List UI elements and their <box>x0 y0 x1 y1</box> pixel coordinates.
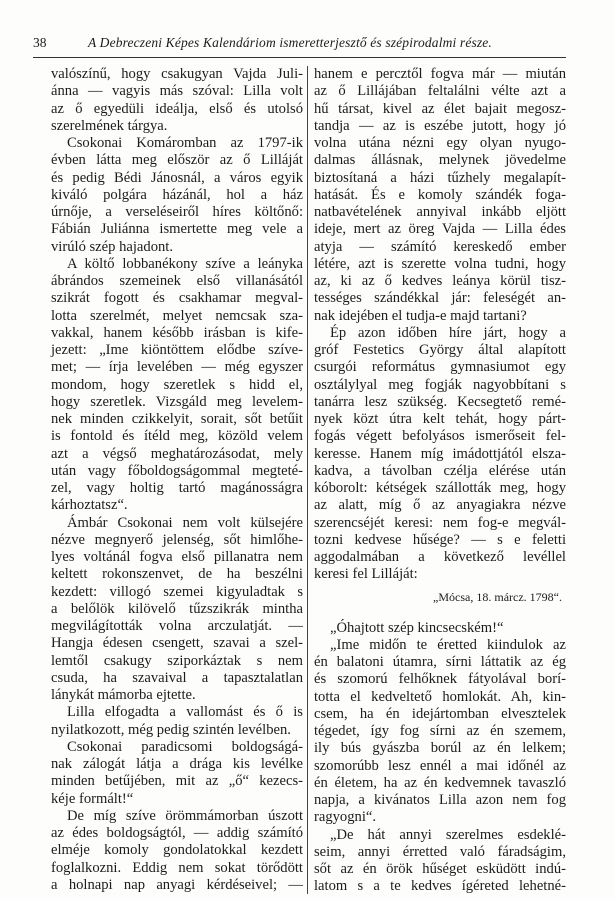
text-line: minden betűjében, mit az „ő“ kezecs- <box>51 773 303 790</box>
text-line: ábrándos szemeinek első villanásától <box>51 273 303 289</box>
text-line: Fábián Juliánna ismertette meg vele a <box>51 221 303 238</box>
text-line: „Óhajtott szép kincsecském!“ <box>330 619 504 636</box>
text-line: csurgói református gymnasiumot egy <box>314 359 566 376</box>
spacer <box>314 610 566 620</box>
text-line: elméje komoly gondolatokkal kezdett <box>51 842 303 859</box>
page-number: 38 <box>33 35 47 50</box>
text-line: vakkal, hanem később irásban is kife- <box>51 324 303 341</box>
paragraph <box>314 325 566 584</box>
text-line: tozni kedvese hűsége? — s e feletti <box>314 531 566 548</box>
text-line: úrnője, a verseléseiről híres költőnő: <box>51 204 303 220</box>
text-line: létére, azt is szerette volna tudni, hogy <box>314 255 566 272</box>
paragraph <box>51 66 303 135</box>
text-line: szikrát fogott és csakhamar megval- <box>51 290 303 307</box>
header-rule <box>33 57 566 58</box>
text-line: az ő Lillájában feltalálni vélte azt a <box>314 83 566 100</box>
text-line: keresi fel Lilláját: <box>314 566 418 583</box>
text-line: hatását. És e komoly szándék foga- <box>314 186 566 203</box>
letter-salutation <box>314 620 566 637</box>
text-line: „Mócsa, 18. márcz. 1798“. <box>433 589 562 604</box>
text-line: dalmas állásnak, melynek jövedelme <box>314 152 566 169</box>
text-line: kárhoztatsz“. <box>51 497 128 514</box>
text-line: is fontold és ítéld meg, közöld velem <box>51 428 303 445</box>
text-line: az, ki az ő kedves leánya körül tisz- <box>314 273 566 289</box>
text-line: Csokonai Komáromban az 1797-ik <box>67 135 303 151</box>
paragraph <box>314 637 566 827</box>
text-line: biztosítaná a házi tűzhely megalapít- <box>314 169 566 186</box>
text-line: és pedig Bédi Jánosnál, a város egyik <box>51 169 303 186</box>
paragraph <box>51 704 303 739</box>
text-line: az édes boldogságtól, — addig számító <box>51 825 303 841</box>
text-line: ideje, mert az öreg Vajda — Lilla édes <box>314 221 566 238</box>
text-line: ragyogni“. <box>314 809 377 826</box>
text-line: sőt az én örök hűséget esküdött indú- <box>314 861 566 877</box>
text-line: seim, annyi érretted való fáradságim, <box>314 843 566 860</box>
text-line: kezdett: villogó szemei kigyuladtak s <box>51 583 303 600</box>
text-line: csem, ha én idejártomban elvesztelek <box>314 705 566 722</box>
text-line: ily bús gyászba borúl az én lelkem; <box>314 740 566 757</box>
text-line: lánykát mámorba ejtette. <box>51 687 196 703</box>
column-divider <box>307 66 308 894</box>
text-line: évben látta meg először az ő Lilláját <box>51 152 303 169</box>
text-line: nak zálogát látja a drága kis levélke <box>51 756 303 772</box>
text-line: lyes voltánál fogva első pillanatra nem <box>51 549 303 565</box>
text-line: latom s a te kedves ígéreted lehetné- <box>314 878 566 895</box>
text-line: tandja — az is eszébe jutott, hogy jó <box>314 117 566 134</box>
text-line: Ámbár Csokonai nem volt külsejére <box>67 514 303 531</box>
text-line: aggodalmában a következő levéllel <box>314 549 566 565</box>
paragraph <box>314 827 566 896</box>
letter-dateline <box>314 584 566 610</box>
text-line: lotta szerelmét, melyet nemcsak sza- <box>51 307 303 324</box>
text-line: után vagy főboldogságommal megteté- <box>51 462 303 479</box>
text-line: virúló szép hajadont. <box>51 238 173 255</box>
text-line: atyja — számító kereskedő ember <box>314 238 566 255</box>
text-line: volna utána nézni egy olyan nyugo- <box>314 135 566 151</box>
text-line: Ép azon időben híre járt, hogy a <box>330 324 566 341</box>
left-column <box>51 66 303 894</box>
paragraph <box>51 739 303 808</box>
text-line: gróf Festetics György által alapított <box>314 342 566 358</box>
text-line: nézve megnyerő jelenség, sőt himlőhe- <box>51 531 303 548</box>
text-line: lemtől csakugy sziporkáztak s nem <box>51 652 303 669</box>
text-line: csuda, ha szavaival a tapasztalatlan <box>51 669 303 686</box>
text-line: hogy szeretlek. Vizsgáld meg levelem- <box>51 393 303 410</box>
text-line: met; — írja levelében — még egyszer <box>51 359 303 376</box>
text-line: hű társat, kivel az élet bajait megosz- <box>314 100 566 117</box>
text-line: natbavételének annyival inkább eljött <box>314 204 566 220</box>
text-line: nek minden czikkelyit, sorait, sőt betűit <box>51 411 303 427</box>
text-line: nyek közt útra kelt tehát, hogy párt- <box>314 411 566 427</box>
paragraph <box>51 515 303 705</box>
text-line: osztálylyal meg fogják nagyobbítani s <box>314 376 566 393</box>
text-line: Csokonai paradicsomi boldogságá- <box>67 738 303 755</box>
text-line: a holnapi nap anyagi kérdéseivel; — <box>51 876 303 893</box>
text-line: ánna — vagyis más szóval: Lilla volt <box>51 83 303 100</box>
text-line: napja, a kivánatos Lilla azon nem fog <box>314 792 566 808</box>
text-line: szerelmének tárgya. <box>51 117 168 134</box>
text-line: azt a végső meghatározásodat, mely <box>51 445 303 462</box>
text-line: totta el kedveltető homlokát. Ah, kin- <box>314 688 566 705</box>
text-line: az alatt, míg ő az anyagiakra nézve <box>314 497 566 514</box>
paragraph <box>51 256 303 515</box>
text-line: megvilágították volna arczulatját. — <box>51 618 303 634</box>
text-line: kéje formált!“ <box>51 790 134 807</box>
text-line: De míg szíve örömmámorban úszott <box>67 807 303 824</box>
text-line: tégedet, így fog sírni az én szemem, <box>314 723 566 739</box>
text-line: az ő egyedüli ideálja, első és utolsó <box>51 100 303 117</box>
paragraph <box>51 808 303 894</box>
text-line: szerencséjét keresi: nem fog-e megvál- <box>314 514 566 531</box>
text-line: zel, vagy holtig tartó magánosságra <box>51 480 303 496</box>
text-line: mondom, hogy szeretlek s hidd el, <box>51 376 303 393</box>
text-line: a belőlök kilövelő tűzszikrák mintha <box>51 600 303 617</box>
text-line: én életem, ha az én kedvemnek tavaszló <box>314 774 566 791</box>
paragraph <box>51 135 303 256</box>
text-line: keltett rokonszenvet, de ha beszélni <box>51 566 303 583</box>
text-line: kadva, a távolban czélja elérése után <box>314 462 566 479</box>
text-line: valószínű, hogy csakugyan Vajda Juli- <box>51 66 303 82</box>
text-line: és szomorú felhőknek fátyolával borí- <box>314 671 566 688</box>
text-line: Lilla elfogadta a vallomást és ő is <box>67 704 303 721</box>
running-header <box>33 35 566 55</box>
text-line: A költő lobbanékony szíve a leányka <box>67 255 303 272</box>
text-line: kóborolt: kétségek szállották meg, hogy <box>314 480 566 496</box>
text-line: Hangja édesen csengett, szavai a szel- <box>51 635 303 652</box>
text-line: hanem e percztől fogva már — miután <box>314 66 566 82</box>
text-line: nak idejében el tudja-e majd tartani? <box>314 307 527 324</box>
text-line: keresse. Hanem míg imádottjától elsza- <box>314 445 566 462</box>
text-line: szomorúbb lesz ennél a mai időnél az <box>314 757 566 774</box>
running-title: A Debreczeni Képes Kalendáriom ismeretterjesztő és szépirodalmi része. <box>88 35 492 50</box>
text-line: nyilatkozott, még pedig szintén levélben. <box>51 721 291 738</box>
text-line: fogás végett befolyásos ismerőseit fel- <box>314 428 566 445</box>
text-line: én balatoni útamra, sírni láttatik az ég <box>314 654 566 670</box>
right-column <box>314 66 566 896</box>
text-line: jezett: „Ime kiöntöttem elődbe szíve- <box>51 342 303 358</box>
text-line: foglalkozni. Eddig nem sokat törődött <box>51 859 303 876</box>
text-line: tességes szándékkal jár: feleségét an- <box>314 290 566 307</box>
text-line: „Ime midőn te éretted kiindulok az <box>330 636 566 653</box>
paragraph <box>314 66 566 325</box>
text-line: kiváló polgára házánál, hol a ház <box>51 186 303 203</box>
text-line: tanárra lesz szükség. Kecsegtető remé- <box>314 393 566 410</box>
text-line: „De hát annyi szerelmes esdeklé- <box>330 826 566 843</box>
